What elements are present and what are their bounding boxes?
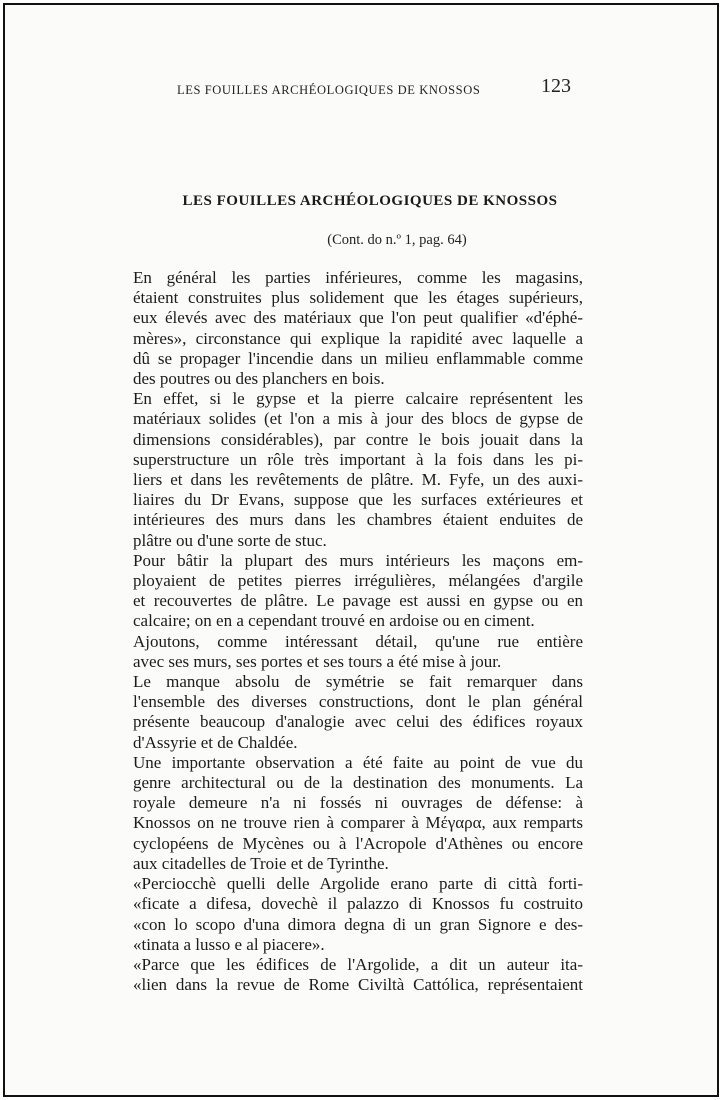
- text-line: calcaire; on en a cependant trouvé en ardoise ou en ciment.: [133, 611, 535, 631]
- text-line: Le manque absolu de symétrie se fait remarquer dans: [133, 672, 583, 692]
- text-line: des poutres ou des planchers en bois.: [133, 369, 385, 389]
- text-line: «lien dans la revue de Rome Civiltà Cattólica, représentaient: [133, 975, 583, 995]
- text-line: liaires du Dr Evans, suppose que les surfaces extérieures et: [133, 490, 583, 510]
- text-line: «con lo scopo d'una dimora degna di un gran Signore e des-: [133, 914, 583, 934]
- text-line: aux citadelles de Troie et de Tyrinthe.: [133, 853, 389, 873]
- text-line: «tinata a lusso e al piacere».: [133, 934, 325, 954]
- text-line: «ficate a difesa, dovechè il palazzo di Knossos fu costruito: [133, 894, 583, 914]
- text-line: intérieures des murs dans les chambres étaient enduites de: [133, 510, 583, 530]
- text-line: «Parce que les édifices de l'Argolide, a dit un auteur ita-: [133, 954, 583, 974]
- text-line: genre architectural ou de la destination des monuments. La: [133, 773, 583, 793]
- running-header-title: LES FOUILLES ARCHÉOLOGIQUES DE KNOSSOS: [177, 83, 481, 97]
- paragraph: [105, 672, 583, 753]
- text-line: étaient construites plus solidement que les étages supérieurs,: [133, 288, 583, 308]
- text-line: liers et dans les revêtements de plâtre. M. Fyfe, un des auxi-: [133, 470, 583, 490]
- text-line: dû se propager l'incendie dans un milieu enflammable comme: [133, 348, 583, 368]
- page-frame: [3, 3, 719, 1097]
- text-line: Une importante observation a été faite au point de vue du: [133, 752, 583, 772]
- text-line: l'ensemble des diverses constructions, dont le plan général: [133, 692, 583, 712]
- text-line: Knossos on ne trouve rien à comparer à Μέγαρα, aux remparts: [133, 813, 583, 833]
- text-line: eux élevés avec des matériaux que l'on peut qualifier «d'éphé-: [133, 308, 583, 328]
- text-line: matériaux solides (et l'on a mis à jour des blocs de gypse de: [133, 409, 583, 429]
- text-line: En effet, si le gypse et la pierre calcaire représentent les: [133, 389, 583, 409]
- text-line: d'Assyrie et de Chaldée.: [133, 732, 298, 752]
- text-line: superstructure un rôle très important à la fois dans les pi-: [133, 449, 583, 469]
- paragraph: [105, 955, 583, 995]
- text-line: «Perciocchè quelli delle Argolide erano parte di città forti-: [133, 874, 583, 894]
- continuation-note: (Cont. do n.º 1, pag. 64): [327, 232, 467, 248]
- paragraph: [105, 874, 583, 955]
- text-line: cyclopéens de Mycènes ou à l'Acropole d'Athènes ou encore: [133, 833, 583, 853]
- paragraph: [105, 551, 583, 632]
- paragraph: [105, 268, 583, 389]
- text-line: mères», circonstance qui explique la rapidité avec laquelle a: [133, 328, 583, 348]
- text-line: Ajoutons, comme intéressant détail, qu'une rue entière: [133, 631, 583, 651]
- text-line: présente beaucoup d'analogie avec celui des édifices royaux: [133, 712, 583, 732]
- text-line: plâtre ou d'une sorte de stuc.: [133, 530, 327, 550]
- article-body: [105, 268, 583, 995]
- page-number: 123: [541, 75, 571, 97]
- paragraph: [105, 632, 583, 672]
- text-line: Pour bâtir la plupart des murs intérieurs les maçons em-: [133, 550, 583, 570]
- paragraph: [105, 389, 583, 551]
- text-line: royale demeure n'a ni fossés ni ouvrages de défense: à: [133, 793, 583, 813]
- text-line: En général les parties inférieures, comme les magasins,: [133, 268, 583, 287]
- text-line: et recouvertes de plâtre. Le pavage est aussi en gypse ou en: [133, 591, 583, 611]
- text-line: ployaient de petites pierres irrégulières, mélangées d'argile: [133, 571, 583, 591]
- text-line: dimensions considérables), par contre le bois jouait dans la: [133, 429, 583, 449]
- text-line: avec ses murs, ses portes et ses tours a été mise à jour.: [133, 651, 502, 671]
- paragraph: [105, 753, 583, 874]
- article-title: LES FOUILLES ARCHÉOLOGIQUES DE KNOSSOS: [182, 193, 558, 209]
